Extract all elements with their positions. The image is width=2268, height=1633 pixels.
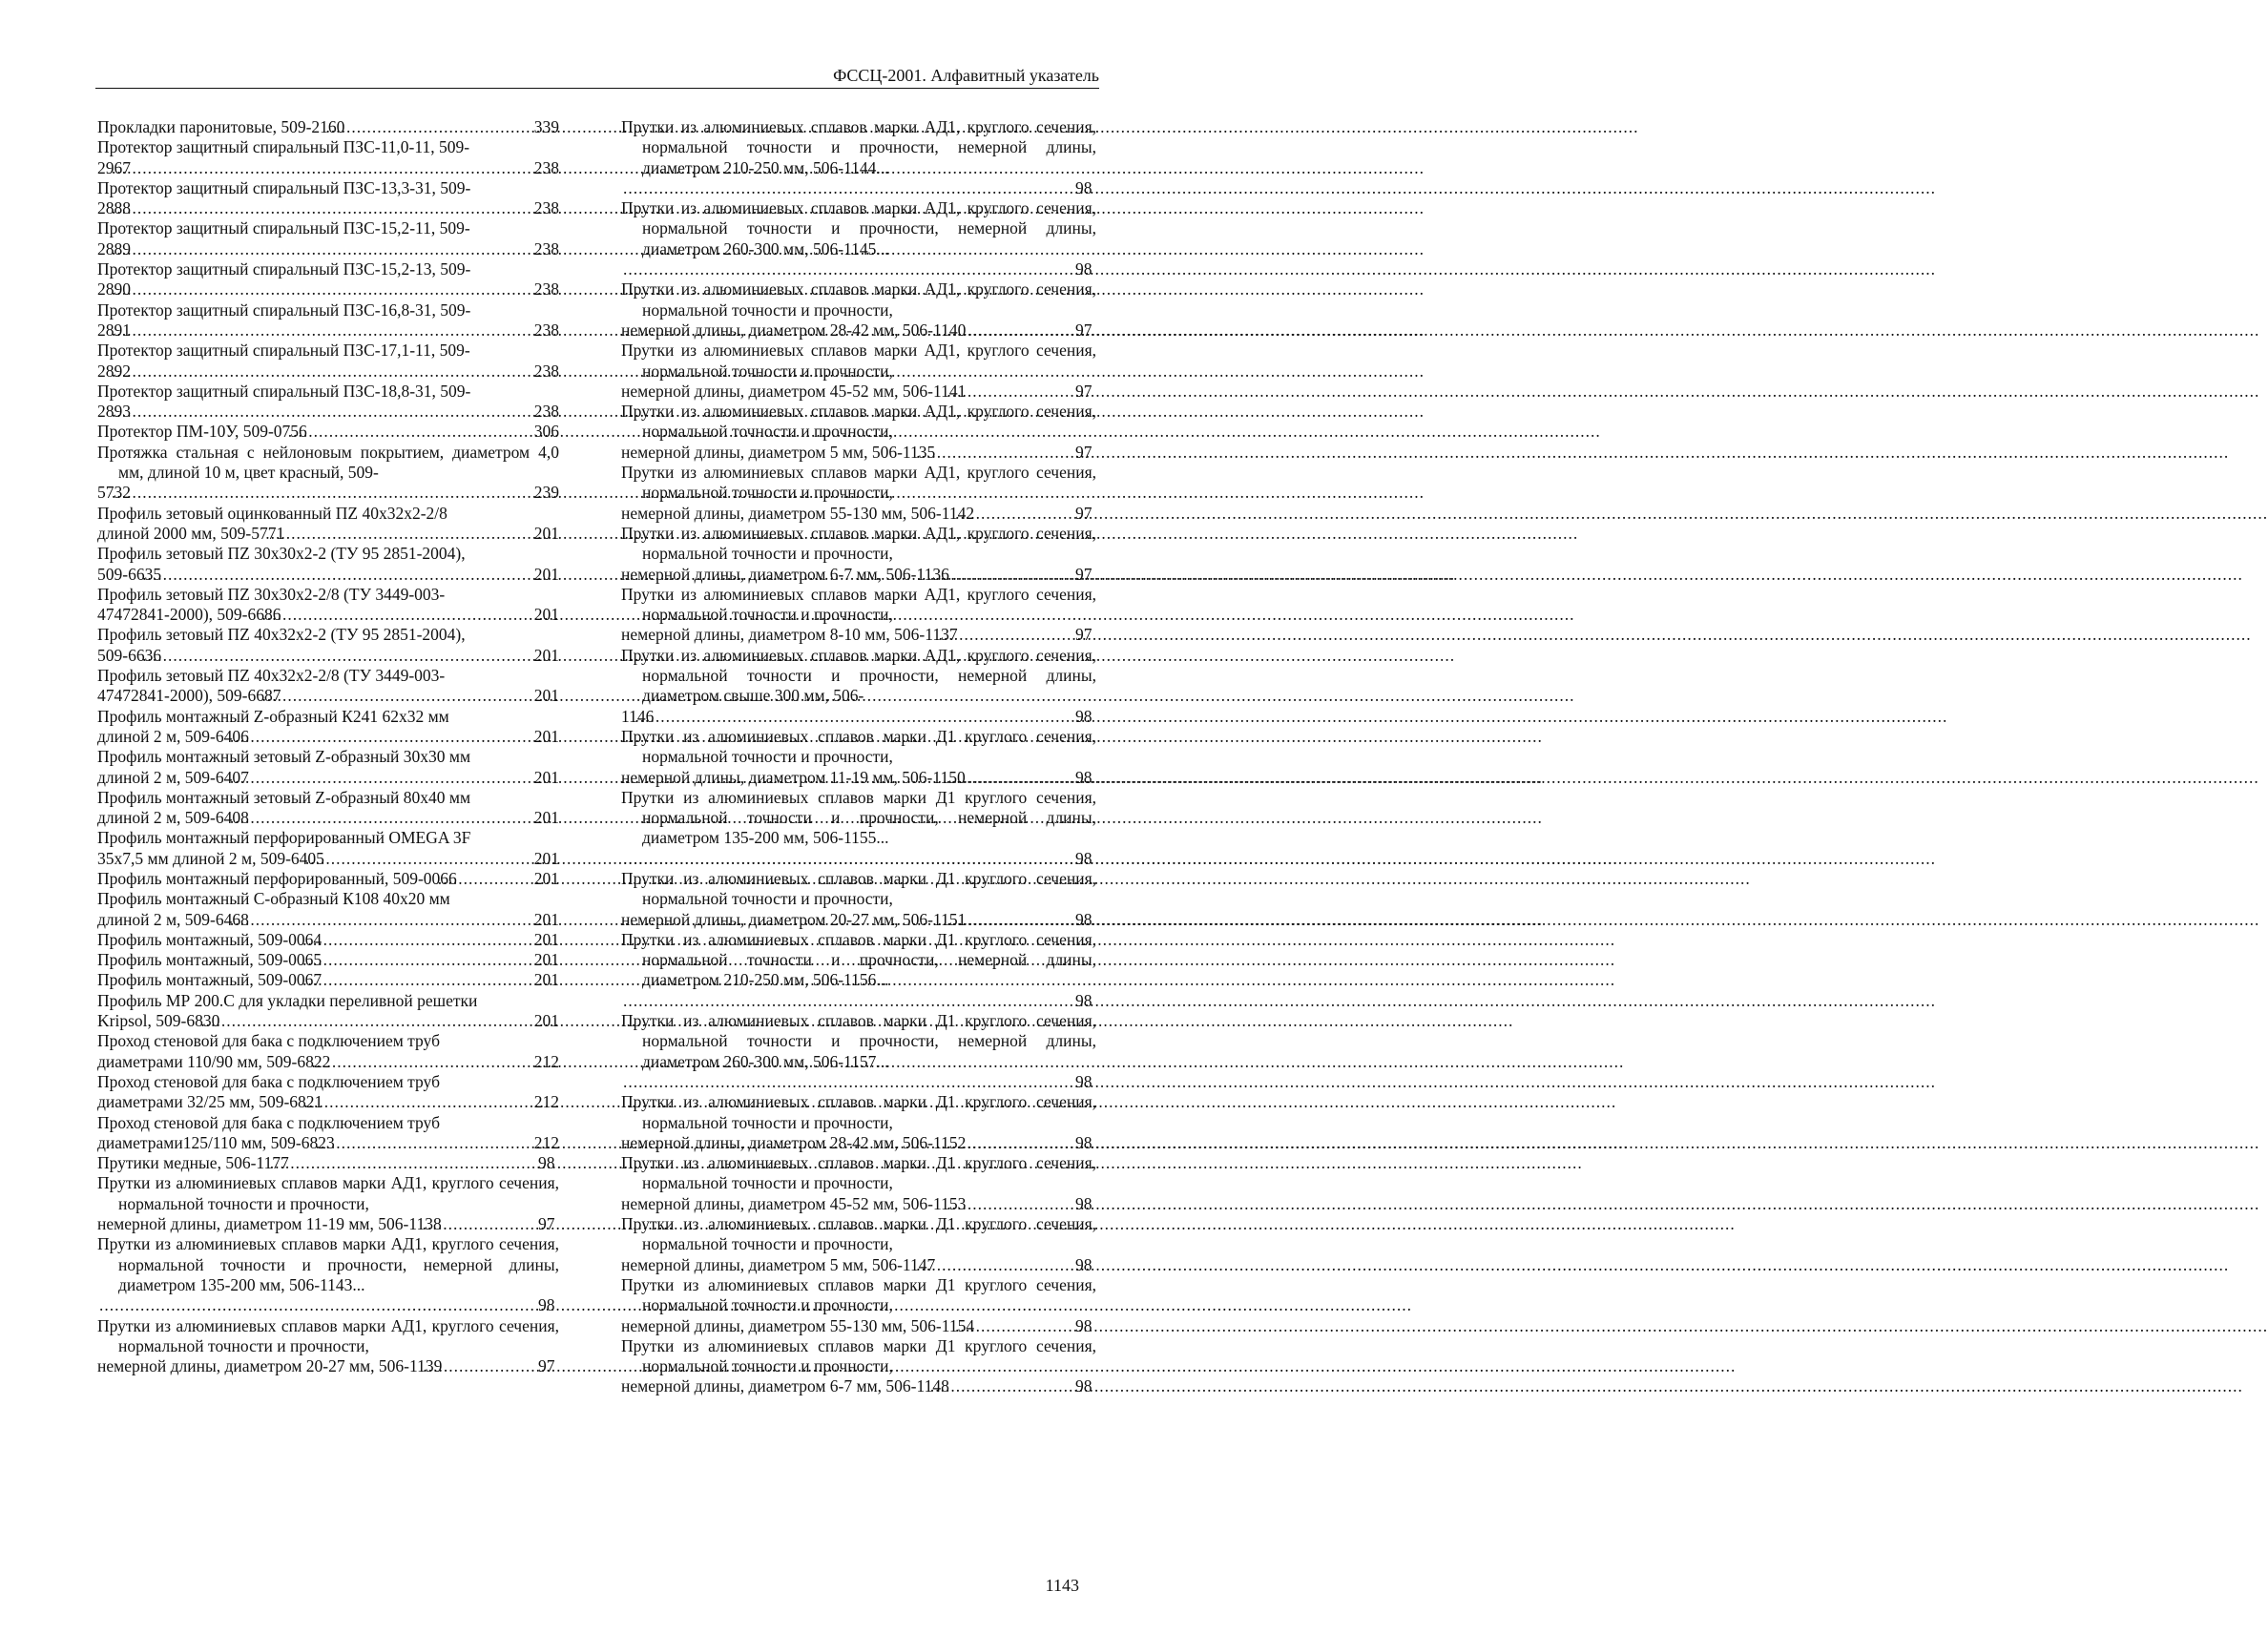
entry-text: Прутки из алюминиевых сплавов марки АД1, круглого сечения, нормальной точности и прочности, — [621, 463, 1096, 503]
dot-leader — [131, 402, 555, 422]
index-entry — [621, 117, 1096, 198]
entry-text: Прутки из алюминиевых сплавов марки АД1, круглого сечения, нормальной точности и прочности, — [97, 1173, 559, 1213]
entry-text: Профиль зетовый ПZ 30x30x2-2 (ТУ 95 2851-2004), — [97, 544, 466, 564]
entry-leader-line — [97, 1092, 559, 1112]
index-entry — [621, 646, 1096, 727]
index-entry — [621, 1275, 1096, 1336]
entry-text: Прутки из алюминиевых сплавов марки АД1, круглого сечения, нормальной точности и прочности, — [97, 1315, 559, 1355]
entry-leader-line — [97, 1011, 559, 1031]
entry-leader-line — [97, 320, 559, 341]
entry-leader-line — [97, 909, 559, 930]
running-head-title: ФССЦ-2001. Алфавитный указатель — [833, 66, 1099, 85]
entry-text: Профиль зетовый ПZ 40x32x2-2 (ТУ 95 2851-2004), — [97, 625, 466, 645]
entry-text-last-line: немерной длины, диаметром 5 мм, 506-1147 — [621, 1254, 936, 1274]
entry-text-last-line: Протектор ПМ-10У, 509-0756 — [97, 422, 307, 442]
index-entry — [97, 178, 559, 219]
dot-leader — [935, 443, 1096, 463]
entry-page-number: 201 — [533, 868, 559, 888]
index-entry — [97, 666, 559, 707]
entry-text: Прутки из алюминиевых сплавов марки Д1 круглого сечения, нормальной точности и прочности, — [621, 1153, 1096, 1193]
entry-page-number: 201 — [533, 1011, 559, 1031]
entry-text-last-line: 2889 — [97, 238, 131, 258]
entry-text-last-line: 2891 — [97, 320, 131, 340]
entry-text: Прутки из алюминиевых сплавов марки АД1, круглого сечения, нормальной точности и прочности, — [621, 584, 1096, 625]
entry-page-number: 201 — [533, 605, 559, 625]
dot-leader — [344, 117, 554, 137]
entry-text-last-line: диаметрами 110/90 мм, 509-6822 — [97, 1051, 331, 1071]
entry-text: Прутки из алюминиевых сплавов марки АД1, круглого сечения, нормальной точности и прочности, немерной длины, диаметром 135-200 мм, 506-1143... — [97, 1234, 559, 1294]
entry-text: Протектор защитный спиральный ПЗС-15,2-11, 509- — [97, 218, 470, 238]
entry-leader-line — [97, 117, 559, 137]
entry-text: Прутки из алюминиевых сплавов марки АД1, круглого сечения, нормальной точности и прочности, немерной длины, диаметром 260-300 мм, 506-1145... — [621, 198, 1096, 258]
entry-page-number: 201 — [533, 645, 559, 665]
entry-leader-line: ..... 98 — [642, 1072, 1096, 1092]
entry-leader-line: немерной длины, диаметром 11-19 мм, 506-1150 ..... 98 — [642, 768, 1096, 788]
entry-text: Прутки из алюминиевых сплавов марки Д1 круглого сечения, нормальной точности и прочности, немерной длины, диаметром 260-300 мм, 506-1157... — [621, 1011, 1096, 1071]
entry-text: Профиль монтажный перфорированный OMEGA 3F — [97, 828, 471, 848]
entry-text: Профиль зетовый ПZ 40x32x2-2/8 (ТУ 3449-003- — [97, 666, 446, 686]
entry-text: Прутки из алюминиевых сплавов марки Д1 круглого сечения, нормальной точности и прочности, немерной длины, диаметром 135-200 мм, 506-1155... — [621, 787, 1096, 848]
entry-page-number: 306 — [533, 422, 559, 442]
entry-leader-line — [97, 279, 559, 300]
entry-leader-line — [97, 361, 559, 382]
entry-leader-line — [97, 726, 559, 747]
dot-leader — [322, 950, 555, 970]
entry-page-number: 201 — [533, 523, 559, 543]
entry-page-number: 201 — [533, 929, 559, 949]
entry-text: Профиль монтажный Z-образный К241 62x32 мм — [97, 706, 449, 726]
entry-leader-line — [97, 686, 559, 706]
entry-leader-line — [97, 402, 559, 422]
entry-page-number: 201 — [533, 726, 559, 746]
entry-leader-line — [97, 422, 559, 442]
dot-leader — [949, 1376, 1096, 1396]
dot-leader — [323, 1092, 554, 1112]
index-entry — [97, 828, 559, 869]
entry-text-last-line: 47472841-2000), 509-6686 — [97, 605, 281, 625]
index-entry — [97, 869, 559, 889]
entry-text-last-line: диаметрами125/110 мм, 509-6823 — [97, 1132, 335, 1152]
index-entry — [97, 1113, 559, 1154]
entry-leader-line — [97, 929, 559, 950]
entry-text-last-line: длиной 2000 мм, 509-5771 — [97, 523, 285, 543]
entry-text-last-line: немерной длины, диаметром 55-130 мм, 506-1142 — [621, 503, 975, 523]
dot-leader — [131, 198, 555, 218]
dot-leader — [131, 320, 555, 341]
index-entry — [97, 1031, 559, 1072]
entry-text-last-line: немерной длины, диаметром 28-42 мм, 506-1140 — [621, 320, 967, 340]
index-entry — [621, 1092, 1096, 1153]
dot-leader — [249, 808, 555, 828]
entry-text: Прутки из алюминиевых сплавов марки АД1, круглого сечения, нормальной точности и прочности, — [621, 279, 1096, 320]
dot-leader — [249, 768, 555, 788]
entry-text-last-line: Прокладки паронитовые, 509-2160 — [97, 117, 345, 136]
index-entry — [621, 1336, 1096, 1397]
index-entry — [97, 1234, 559, 1315]
dot-leader — [131, 158, 555, 178]
index-entry — [621, 279, 1096, 341]
index-entry — [621, 402, 1096, 463]
index-entry — [97, 625, 559, 666]
entry-text: Прутки из алюминиевых сплавов марки АД1, круглого сечения, нормальной точности и прочности, — [621, 402, 1096, 442]
index-entry — [97, 991, 559, 1032]
entry-leader-line — [97, 605, 559, 625]
entry-leader-line — [97, 238, 559, 259]
entry-page-number: 201 — [533, 767, 559, 787]
entry-text-last-line: длиной 2 м, 509-6468 — [97, 909, 249, 929]
entry-text: Прутки из алюминиевых сплавов марки АД1, круглого сечения, нормальной точности и прочности, немерной длины, диаметром 210-250 мм, 506-1144... — [621, 117, 1096, 177]
entry-text-last-line: немерной длины, диаметром 28-42 мм, 506-1152 — [621, 1132, 967, 1152]
entry-leader-line: немерной длины, диаметром 45-52 мм, 506-1141 ..... 97 — [642, 382, 1096, 402]
index-entry — [97, 1316, 559, 1377]
entry-leader-line: немерной длины, диаметром 6-7 мм, 506-1136 ..... 97 — [642, 565, 1096, 585]
entry-text-last-line: 35x7,5 мм длиной 2 м, 509-6405 — [97, 848, 324, 868]
dot-leader — [935, 1255, 1096, 1275]
dot-leader — [289, 1153, 559, 1173]
entry-text-last-line: немерной длины, диаметром 55-130 мм, 506-1154 — [621, 1315, 975, 1335]
entry-page-number: 201 — [533, 564, 559, 584]
entry-leader-line: немерной длины, диаметром 20-27 мм, 506-1139 ..... 97 — [118, 1356, 559, 1376]
entry-leader-line — [97, 523, 559, 544]
dot-leader — [330, 1052, 554, 1072]
dot-leader — [642, 1072, 1096, 1092]
entry-leader-line: ..... 98 — [642, 849, 1096, 869]
entry-text-last-line: немерной длины, диаметром 5 мм, 506-1135 — [621, 442, 936, 462]
entry-text-last-line: Профиль монтажный, 509-0067 — [97, 970, 323, 990]
entry-leader-line: немерной длины, диаметром 5 мм, 506-1147 ..... 98 — [642, 1255, 1096, 1275]
entry-text-last-line: Профиль монтажный перфорированный, 509-0066 — [97, 868, 457, 888]
entry-text-last-line: немерной длины, диаметром 20-27 мм, 506-1151 — [621, 909, 967, 929]
entry-text: Протяжка стальная с нейлоновым покрытием, диаметром 4,0 мм, длиной 10 м, цвет красный, 509- — [97, 442, 559, 483]
entry-text: Проход стеновой для бака с подключением труб — [97, 1071, 440, 1091]
entry-page-number: 238 — [533, 402, 559, 422]
index-entry — [97, 443, 559, 504]
index-entry — [97, 585, 559, 626]
entry-text-last-line: немерной длины, диаметром 45-52 мм, 506-1153 — [621, 1193, 967, 1213]
index-entry — [621, 198, 1096, 279]
entry-text: Прутки из алюминиевых сплавов марки АД1, круглого сечения, нормальной точности и прочности, — [621, 523, 1096, 564]
entry-text: Профиль МР 200.С для укладки переливной решетки — [97, 990, 478, 1010]
dot-leader — [131, 362, 555, 382]
entry-text-last-line: немерной длины, диаметром 20-27 мм, 506-1139 — [97, 1356, 443, 1376]
entry-text: Прутки из алюминиевых сплавов марки Д1 круглого сечения, нормальной точности и прочности, — [621, 1274, 1096, 1315]
entry-page-number: 201 — [533, 686, 559, 706]
entry-text-last-line: 47472841-2000), 509-6687 — [97, 686, 281, 706]
entry-leader-line — [97, 1132, 559, 1153]
entry-text-last-line: 509-6636 — [97, 645, 162, 665]
entry-text-last-line: 2893 — [97, 402, 131, 422]
dot-leader — [249, 727, 555, 747]
entry-text: Прутки из алюминиевых сплавов марки Д1 круглого сечения, нормальной точности и прочности, немерной длины, диаметром 210-250 мм, 506-1156... — [621, 929, 1096, 990]
index-entry — [97, 504, 559, 545]
dot-leader — [949, 565, 1096, 585]
header-rule — [95, 88, 1099, 89]
dot-leader — [322, 930, 555, 950]
entry-leader-line — [97, 483, 559, 503]
entry-text: Профиль монтажный С-образный К108 40x20 мм — [97, 889, 450, 909]
entry-page-number: 201 — [533, 950, 559, 970]
entry-text-last-line: немерной длины, диаметром 6-7 мм, 506-1148 — [621, 1376, 949, 1396]
index-entry — [97, 422, 559, 442]
index-entry — [621, 341, 1096, 402]
entry-text: Прутки из алюминиевых сплавов марки Д1 круглого сечения, нормальной точности и прочности, — [621, 726, 1096, 767]
entry-page-number: 212 — [533, 1132, 559, 1152]
entry-text: Протектор защитный спиральный ПЗС-11,0-11, 509- — [97, 137, 470, 157]
entry-leader-line: немерной длины, диаметром 55-130 мм, 506-1142 ..... 97 — [642, 504, 1096, 524]
index-entry — [621, 1153, 1096, 1214]
entry-leader-line: ..... 98 — [118, 1295, 559, 1315]
entry-text: Протектор защитный спиральный ПЗС-13,3-31, 509- — [97, 177, 471, 197]
dot-leader — [131, 279, 555, 300]
dot-leader — [322, 970, 555, 990]
index-entry — [97, 889, 559, 930]
index-column-left — [97, 117, 559, 1376]
entry-leader-line — [97, 564, 559, 585]
dot-leader — [131, 483, 555, 503]
entry-leader-line — [97, 157, 559, 178]
entry-leader-line: ..... 98 — [642, 178, 1096, 198]
entry-text-last-line: немерной длины, диаметром 45-52 мм, 506-1141 — [621, 381, 967, 401]
index-entry — [97, 341, 559, 382]
dot-leader — [219, 1011, 554, 1031]
index-entry — [621, 869, 1096, 930]
entry-text: Прутки из алюминиевых сплавов марки Д1 круглого сечения, нормальной точности и прочности, — [621, 868, 1096, 909]
index-entry — [97, 382, 559, 423]
entry-text-last-line: длиной 2 м, 509-6408 — [97, 808, 249, 828]
index-entry — [97, 930, 559, 950]
entry-text-last-line: 2967 — [97, 157, 131, 177]
entry-text: Прутки из алюминиевых сплавов марки АД1, круглого сечения, нормальной точности и прочности, — [621, 341, 1096, 381]
dot-leader — [281, 605, 554, 625]
entry-page-number: 339 — [533, 117, 559, 136]
entry-text: Протектор защитный спиральный ПЗС-18,8-31, 509- — [97, 381, 471, 401]
entry-text-last-line: 5732 — [97, 483, 131, 503]
entry-text: Прутки из алюминиевых сплавов марки Д1 круглого сечения, нормальной точности и прочности, — [621, 1335, 1096, 1376]
entry-leader-line: ..... 98 — [642, 991, 1096, 1011]
entry-leader-line: немерной длины, диаметром 8-10 мм, 506-1137 ..... 97 — [642, 625, 1096, 645]
dot-leader — [131, 239, 555, 259]
index-entry — [97, 300, 559, 341]
dot-leader — [281, 686, 554, 706]
dot-leader — [335, 1133, 555, 1153]
dot-leader — [642, 991, 1096, 1011]
entry-page-number: 238 — [533, 198, 559, 218]
entry-text: Протектор защитный спиральный ПЗС-16,8-31, 509- — [97, 300, 471, 320]
index-entry — [97, 950, 559, 970]
entry-leader-line: немерной длины, диаметром 28-42 мм, 506-1140 ..... 97 — [642, 320, 1096, 341]
entry-page-number: 239 — [533, 483, 559, 503]
dot-leader — [118, 1295, 559, 1315]
dot-leader — [284, 524, 555, 544]
entry-text-last-line: длиной 2 м, 509-6406 — [97, 726, 249, 746]
entry-page-number: 238 — [533, 157, 559, 177]
index-entry — [621, 463, 1096, 524]
dot-leader — [307, 422, 555, 442]
entry-page-number: 238 — [533, 238, 559, 258]
entry-text-last-line: 2888 — [97, 198, 131, 218]
entry-leader-line — [97, 767, 559, 788]
entry-text-last-line: немерной длины, диаметром 8-10 мм, 506-1137 — [621, 625, 958, 645]
index-entry — [97, 1173, 559, 1234]
entry-page-number: 201 — [533, 808, 559, 828]
entry-leader-line — [97, 808, 559, 828]
entry-leader-line — [97, 645, 559, 666]
entry-text-last-line: диаметрами 32/25 мм, 509-6821 — [97, 1092, 323, 1112]
entry-text-last-line: 2890 — [97, 279, 131, 300]
entry-text: Прутки из алюминиевых сплавов марки Д1 круглого сечения, нормальной точности и прочности, — [621, 1214, 1096, 1254]
entry-leader-line: ..... 98 — [642, 259, 1096, 279]
entry-text-last-line: длиной 2 м, 509-6407 — [97, 767, 249, 787]
entry-text: Проход стеновой для бака с подключением труб — [97, 1112, 440, 1132]
entry-text-last-line: 2892 — [97, 361, 131, 381]
entry-text: Протектор защитный спиральный ПЗС-15,2-13, 509- — [97, 259, 471, 279]
entry-text-last-line: Профиль монтажный, 509-0064 — [97, 929, 323, 949]
entry-text-last-line: Профиль монтажный, 509-0065 — [97, 950, 323, 970]
entry-text-last-line: 509-6635 — [97, 564, 162, 584]
page-number: 1143 — [1045, 1576, 1079, 1595]
entry-leader-line: немерной длины, диаметром 6-7 мм, 506-1148 ..... 98 — [642, 1376, 1096, 1396]
entry-text-last-line: 1146 — [621, 706, 655, 726]
entry-leader-line — [97, 848, 559, 869]
entry-page-number: 201 — [533, 909, 559, 929]
entry-text: Профиль зетовый оцинкованный ПZ 40x32x2-2/8 — [97, 503, 447, 523]
index-entry — [97, 137, 559, 178]
entry-page-number: 238 — [533, 279, 559, 300]
index-entry — [97, 707, 559, 748]
entry-leader-line — [97, 950, 559, 970]
entry-text-last-line: немерной длины, диаметром 11-19 мм, 506-1138 — [97, 1214, 442, 1234]
entry-text-last-line: Kripsol, 509-6830 — [97, 1011, 220, 1031]
index-entry — [621, 1011, 1096, 1092]
dot-leader — [249, 910, 555, 930]
entry-page-number: 212 — [533, 1092, 559, 1112]
entry-text: Профиль монтажный зетовый Z-образный 30x30 мм — [97, 747, 471, 767]
entry-text-last-line: немерной длины, диаметром 6-7 мм, 506-1136 — [621, 564, 949, 584]
index-entry — [621, 1214, 1096, 1275]
entry-leader-line — [97, 868, 559, 889]
entry-text: Профиль монтажный зетовый Z-образный 80x40 мм — [97, 787, 471, 807]
entry-page-number: 238 — [533, 361, 559, 381]
index-entry — [97, 117, 559, 137]
entry-text: Протектор защитный спиральный ПЗС-17,1-11, 509- — [97, 341, 470, 361]
entry-leader-line: Прутики медные, 506-1177 ..... 98 — [118, 1153, 559, 1173]
entry-leader-line: немерной длины, диаметром 5 мм, 506-1135 ..... 97 — [642, 443, 1096, 463]
dot-leader — [324, 849, 555, 869]
entry-leader-line: 1146 ..... 98 — [642, 707, 1096, 727]
index-entry — [621, 585, 1096, 646]
index-entry — [97, 259, 559, 300]
index-entry — [97, 218, 559, 259]
entry-page-number: 201 — [533, 848, 559, 868]
dot-leader — [642, 178, 1096, 198]
index-entry — [97, 544, 559, 585]
entry-page-number: 238 — [533, 320, 559, 340]
index-entry — [621, 930, 1096, 1011]
dot-leader — [642, 259, 1096, 279]
index-entry — [621, 524, 1096, 585]
entry-page-number: 212 — [533, 1051, 559, 1071]
index-entry — [621, 727, 1096, 788]
index-entry — [621, 788, 1096, 869]
entry-leader-line: немерной длины, диаметром 28-42 мм, 506-1152 ..... 98 — [642, 1133, 1096, 1153]
index-column-right — [621, 117, 1096, 1397]
entry-page-number: 201 — [533, 970, 559, 990]
entry-text-last-line: немерной длины, диаметром 11-19 мм, 506-1150 — [621, 767, 966, 787]
entry-leader-line: немерной длины, диаметром 55-130 мм, 506-1154 ..... 98 — [642, 1316, 1096, 1336]
entry-text: Проход стеновой для бака с подключением труб — [97, 1031, 440, 1051]
entry-text-last-line: Прутики медные, 506-1177 — [97, 1153, 289, 1173]
index-entry — [97, 970, 559, 990]
entry-text: Прутки из алюминиевых сплавов марки АД1, круглого сечения, нормальной точности и прочности, немерной длины, диаметром свыше 300 мм, 506- — [621, 645, 1096, 706]
dot-leader — [161, 646, 555, 666]
entry-leader-line — [97, 970, 559, 990]
dot-leader — [642, 849, 1096, 869]
index-entry — [97, 747, 559, 788]
entry-text: Прутки из алюминиевых сплавов марки Д1 круглого сечения, нормальной точности и прочности, — [621, 1092, 1096, 1132]
index-entry — [97, 1072, 559, 1113]
index-entry — [97, 1153, 559, 1173]
index-entry — [97, 788, 559, 829]
entry-leader-line: немерной длины, диаметром 20-27 мм, 506-1151 ..... 98 — [642, 910, 1096, 930]
dot-leader — [654, 707, 1096, 727]
entry-text: Профиль зетовый ПZ 30x30x2-2/8 (ТУ 3449-003- — [97, 584, 446, 604]
entry-leader-line — [97, 1051, 559, 1072]
entry-leader-line: немерной длины, диаметром 11-19 мм, 506-1138 ..... 97 — [118, 1214, 559, 1234]
entry-leader-line: немерной длины, диаметром 45-52 мм, 506-1153 ..... 98 — [642, 1194, 1096, 1214]
dot-leader — [161, 565, 555, 585]
entry-leader-line — [97, 198, 559, 218]
